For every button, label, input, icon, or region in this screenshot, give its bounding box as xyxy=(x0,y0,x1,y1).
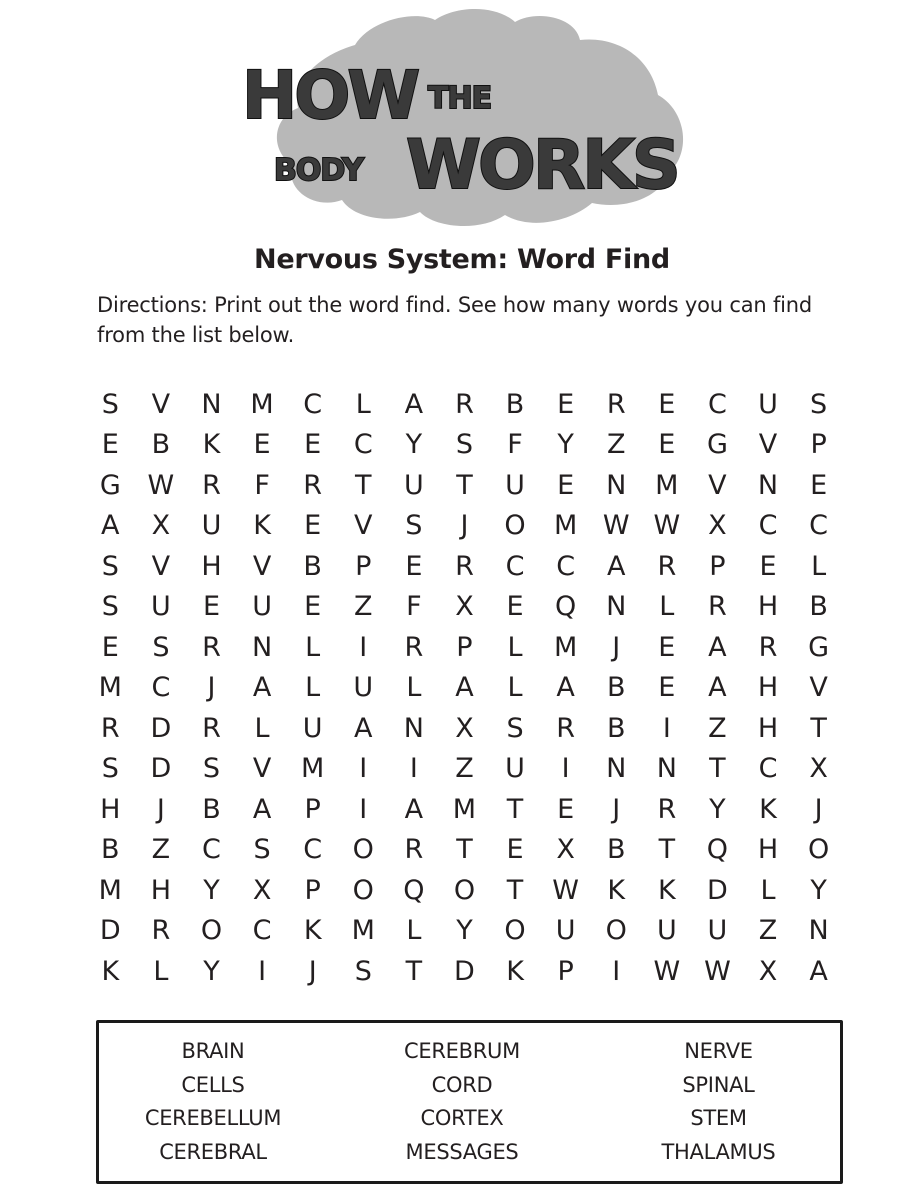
grid-letter: Y xyxy=(203,955,220,987)
grid-letter: K xyxy=(759,793,777,825)
grid-letter: Y xyxy=(557,429,574,461)
grid-letter: B xyxy=(809,591,828,623)
grid-letter: Y xyxy=(203,874,220,906)
grid-letter: R xyxy=(556,712,576,744)
grid-letter: A xyxy=(708,672,727,704)
grid-letter: E xyxy=(101,631,119,663)
grid-letter: I xyxy=(359,753,368,785)
grid-letter: V xyxy=(354,510,373,542)
grid-letter: E xyxy=(557,469,575,501)
grid-letter: A xyxy=(354,712,373,744)
grid-letter: A xyxy=(101,510,120,542)
grid-letter: E xyxy=(304,429,322,461)
grid-letter: D xyxy=(707,874,728,906)
grid-letter: A xyxy=(708,631,727,663)
grid-letter: R xyxy=(202,631,221,663)
grid-letter: W xyxy=(602,510,630,542)
grid-letter: R xyxy=(100,712,120,744)
grid-letter: V xyxy=(151,550,171,582)
grid-letter: P xyxy=(355,550,372,582)
grid-letter: Z xyxy=(606,429,626,461)
grid-letter: M xyxy=(98,672,122,704)
grid-letter: C xyxy=(151,672,171,704)
grid-letter: N xyxy=(606,469,627,501)
word-list-item: CEREBELLUM xyxy=(144,1106,282,1130)
grid-letter: F xyxy=(254,469,270,501)
grid-letter: T xyxy=(506,874,524,906)
grid-letter: W xyxy=(704,955,731,987)
grid-letter: B xyxy=(606,834,626,866)
word-list-item: BRAIN xyxy=(181,1039,245,1063)
grid-letter: B xyxy=(606,672,626,704)
grid-letter: X xyxy=(252,874,272,906)
grid-letter: T xyxy=(506,793,524,825)
grid-letter: V xyxy=(252,753,272,785)
grid-letter: Z xyxy=(758,915,778,947)
grid-letter: O xyxy=(352,834,374,866)
grid-letter: D xyxy=(150,753,172,785)
grid-letter: R xyxy=(606,388,626,420)
grid-letter: I xyxy=(409,753,418,785)
grid-letter: X xyxy=(809,753,828,785)
grid-letter: B xyxy=(151,429,171,461)
grid-letter: K xyxy=(303,915,322,947)
grid-letter: Y xyxy=(810,874,827,906)
grid-letter: K xyxy=(202,429,221,461)
grid-letter: N xyxy=(403,712,424,744)
grid-letter: E xyxy=(557,793,575,825)
grid-letter: T xyxy=(456,834,473,866)
grid-letter: Q xyxy=(555,591,577,623)
grid-letter: H xyxy=(757,834,779,866)
grid-letter: I xyxy=(662,712,671,744)
grid-letter: E xyxy=(506,834,524,866)
grid-letter: T xyxy=(709,753,726,785)
grid-letter: S xyxy=(506,712,524,744)
grid-letter: H xyxy=(757,591,779,623)
directions-text: Directions: Print out the word find. See how many words you can find from the list below. xyxy=(97,293,813,347)
grid-letter: C xyxy=(202,834,221,866)
grid-letter: R xyxy=(303,469,323,501)
grid-letter: Z xyxy=(708,712,727,744)
grid-letter: E xyxy=(304,591,322,623)
grid-letter: M xyxy=(301,753,325,785)
grid-letter: U xyxy=(302,712,323,744)
grid-letter: M xyxy=(452,793,477,825)
grid-letter: G xyxy=(706,429,728,461)
grid-letter: E xyxy=(506,591,524,623)
grid-letter: E xyxy=(810,469,828,501)
grid-letter: U xyxy=(505,469,525,501)
grid-letter: O xyxy=(504,510,526,542)
grid-letter: T xyxy=(355,469,372,501)
grid-letter: M xyxy=(250,388,274,420)
grid-letter: R xyxy=(404,834,424,866)
grid-letter: E xyxy=(759,550,777,582)
grid-letter: E xyxy=(658,388,676,420)
grid-letter: C xyxy=(556,550,576,582)
grid-letter: X xyxy=(455,591,474,623)
grid-letter: C xyxy=(758,753,778,785)
grid-letter: Y xyxy=(456,915,473,947)
grid-letter: A xyxy=(556,672,575,704)
grid-letter: A xyxy=(455,672,474,704)
grid-letter: J xyxy=(308,955,317,987)
grid-letter: P xyxy=(304,793,321,825)
page-title: Nervous System: Word Find xyxy=(254,244,670,275)
word-list-item: CEREBRUM xyxy=(404,1039,520,1063)
grid-letter: S xyxy=(810,388,828,420)
grid-letter: L xyxy=(507,672,523,704)
grid-letter: S xyxy=(101,550,119,582)
grid-letter: X xyxy=(708,510,727,542)
grid-letter: X xyxy=(758,955,778,987)
grid-letter: E xyxy=(304,510,322,542)
grid-letter: V xyxy=(252,550,272,582)
grid-letter: N xyxy=(808,915,829,947)
grid-letter: C xyxy=(252,915,272,947)
word-list-box xyxy=(96,1020,843,1184)
grid-letter: R xyxy=(455,388,474,420)
grid-letter: S xyxy=(101,753,119,785)
grid-letter: C xyxy=(303,388,323,420)
grid-letter: H xyxy=(757,712,779,744)
logo-works-text: WORKS xyxy=(406,126,678,205)
word-list-item: SPINAL xyxy=(682,1072,755,1097)
grid-letter: W xyxy=(653,955,681,987)
grid-letter: I xyxy=(359,793,368,825)
grid-letter: G xyxy=(99,469,121,501)
grid-letter: M xyxy=(553,631,578,663)
grid-letter: N xyxy=(606,753,627,785)
grid-letter: S xyxy=(405,510,423,542)
grid-letter: W xyxy=(552,874,579,906)
grid-letter: B xyxy=(202,793,221,825)
grid-letter: D xyxy=(150,712,172,744)
grid-letter: W xyxy=(653,510,681,542)
grid-letter: J xyxy=(612,793,621,825)
grid-letter: A xyxy=(606,550,626,582)
grid-letter: L xyxy=(153,955,169,987)
grid-letter: A xyxy=(404,388,424,420)
grid-letter: J xyxy=(612,631,621,663)
grid-letter: S xyxy=(202,753,221,785)
grid-letter: E xyxy=(658,672,676,704)
grid-letter: O xyxy=(605,915,627,947)
grid-letter: T xyxy=(658,834,676,866)
word-list-item: CELLS xyxy=(181,1072,245,1097)
grid-letter: L xyxy=(305,672,321,704)
grid-letter: V xyxy=(758,429,778,461)
grid-letter: R xyxy=(758,631,778,663)
grid-letter: M xyxy=(98,874,122,906)
grid-letter: O xyxy=(807,834,830,866)
grid-letter: M xyxy=(655,469,679,501)
word-list-item: THALAMUS xyxy=(661,1139,776,1164)
grid-letter: I xyxy=(359,631,368,663)
grid-letter: S xyxy=(354,955,372,987)
grid-letter: M xyxy=(553,510,578,542)
word-list-item: CORD xyxy=(431,1072,493,1097)
grid-letter: L xyxy=(507,631,523,663)
grid-letter: N xyxy=(251,631,273,663)
grid-letter: E xyxy=(202,591,221,623)
grid-letter: D xyxy=(99,915,121,947)
grid-letter: I xyxy=(612,955,621,987)
grid-letter: A xyxy=(252,672,272,704)
grid-letter: K xyxy=(253,510,271,542)
grid-letter: S xyxy=(253,834,271,866)
grid-letter: Z xyxy=(455,753,474,785)
grid-letter: T xyxy=(456,469,473,501)
grid-letter: C xyxy=(303,834,323,866)
grid-letter: I xyxy=(561,753,570,785)
word-list-item: CEREBRAL xyxy=(159,1139,267,1164)
grid-letter: T xyxy=(810,712,827,744)
grid-letter: L xyxy=(254,712,270,744)
grid-letter: P xyxy=(456,631,473,663)
grid-letter: U xyxy=(403,469,424,501)
grid-letter: U xyxy=(252,591,272,623)
grid-letter: Z xyxy=(151,834,171,866)
grid-letter: I xyxy=(258,955,267,987)
grid-letter: H xyxy=(201,550,222,582)
grid-letter: J xyxy=(207,672,216,704)
grid-letter: P xyxy=(304,874,321,906)
grid-letter: N xyxy=(606,591,627,623)
grid-letter: S xyxy=(455,429,474,461)
grid-letter: C xyxy=(809,510,829,542)
grid-letter: C xyxy=(353,429,373,461)
grid-letter: U xyxy=(555,915,576,947)
grid-letter: U xyxy=(656,915,677,947)
grid-letter: E xyxy=(658,429,676,461)
grid-letter: O xyxy=(200,915,223,947)
grid-letter: H xyxy=(757,672,779,704)
grid-letter: E xyxy=(405,550,423,582)
grid-letter: R xyxy=(202,712,221,744)
grid-letter: R xyxy=(708,591,727,623)
grid-letter: K xyxy=(607,874,626,906)
grid-letter: Q xyxy=(706,834,729,866)
grid-letter: C xyxy=(505,550,525,582)
word-list-item: STEM xyxy=(690,1106,747,1130)
grid-letter: R xyxy=(657,793,677,825)
word-list-item: NERVE xyxy=(684,1039,753,1063)
grid-letter: J xyxy=(814,793,823,825)
grid-letter: N xyxy=(757,469,779,501)
grid-letter: B xyxy=(505,388,525,420)
how-the-body-works-logo xyxy=(230,0,700,235)
grid-letter: V xyxy=(151,388,171,420)
grid-letter: W xyxy=(147,469,175,501)
grid-letter: K xyxy=(506,955,524,987)
grid-letter: H xyxy=(100,793,121,825)
grid-letter: V xyxy=(809,672,828,704)
grid-letter: O xyxy=(453,874,476,906)
grid-letter: S xyxy=(152,631,170,663)
grid-letter: R xyxy=(202,469,221,501)
grid-letter: T xyxy=(405,955,423,987)
grid-letter: U xyxy=(758,388,778,420)
grid-letter: R xyxy=(455,550,474,582)
grid-letter: N xyxy=(656,753,677,785)
grid-letter: K xyxy=(657,874,676,906)
grid-letter: L xyxy=(406,915,422,947)
grid-letter: J xyxy=(156,793,165,825)
grid-letter: L xyxy=(659,591,675,623)
logo-how-text: HOW xyxy=(242,57,418,134)
grid-letter: B xyxy=(303,550,322,582)
grid-letter: F xyxy=(406,591,422,623)
grid-letter: D xyxy=(454,955,475,987)
grid-letter: B xyxy=(606,712,626,744)
grid-letter: E xyxy=(253,429,271,461)
grid-letter: U xyxy=(505,753,525,785)
grid-letter: S xyxy=(101,591,119,623)
grid-letter: P xyxy=(709,550,726,582)
logo-the-text: THE xyxy=(428,81,492,116)
word-list xyxy=(99,1039,840,1173)
grid-letter: L xyxy=(406,672,422,704)
grid-letter: L xyxy=(305,631,321,663)
word-list-item: CORTEX xyxy=(420,1106,504,1130)
grid-letter: M xyxy=(351,915,375,947)
grid-letter: G xyxy=(808,631,830,663)
grid-letter: A xyxy=(252,793,272,825)
grid-letter: O xyxy=(504,915,526,947)
word-list-item: MESSAGES xyxy=(405,1139,519,1164)
grid-letter: U xyxy=(707,915,728,947)
grid-letter: R xyxy=(404,631,424,663)
grid-letter: A xyxy=(809,955,828,987)
grid-letter: U xyxy=(201,510,222,542)
grid-letter: K xyxy=(101,955,120,987)
grid-letter: B xyxy=(101,834,120,866)
grid-letter: P xyxy=(557,955,574,987)
grid-letter: U xyxy=(353,672,374,704)
grid-letter: Q xyxy=(403,874,425,906)
grid-letter: L xyxy=(355,388,371,420)
grid-letter: P xyxy=(810,429,827,461)
grid-letter: J xyxy=(460,510,469,542)
grid-letter: N xyxy=(201,388,222,420)
grid-letter: Z xyxy=(354,591,373,623)
grid-letter: L xyxy=(760,874,776,906)
grid-letter: E xyxy=(658,631,676,663)
grid-letter: Y xyxy=(405,429,423,461)
grid-letter: X xyxy=(151,510,171,542)
grid-letter: X xyxy=(556,834,575,866)
grid-letter: F xyxy=(507,429,523,461)
grid-letter: V xyxy=(708,469,727,501)
grid-letter: Y xyxy=(709,793,726,825)
grid-letter: X xyxy=(455,712,474,744)
word-search-grid xyxy=(85,384,845,992)
grid-letter: R xyxy=(657,550,677,582)
grid-letter: E xyxy=(557,388,575,420)
grid-letter: E xyxy=(101,429,119,461)
grid-letter: R xyxy=(151,915,171,947)
grid-letter: U xyxy=(151,591,171,623)
grid-letter: H xyxy=(150,874,172,906)
grid-letter: A xyxy=(404,793,424,825)
grid-letter: S xyxy=(101,388,119,420)
grid-letter: L xyxy=(811,550,827,582)
grid-letter: O xyxy=(352,874,374,906)
grid-letter: C xyxy=(707,388,727,420)
logo-body-text: BODY xyxy=(274,153,363,188)
grid-letter: C xyxy=(758,510,778,542)
